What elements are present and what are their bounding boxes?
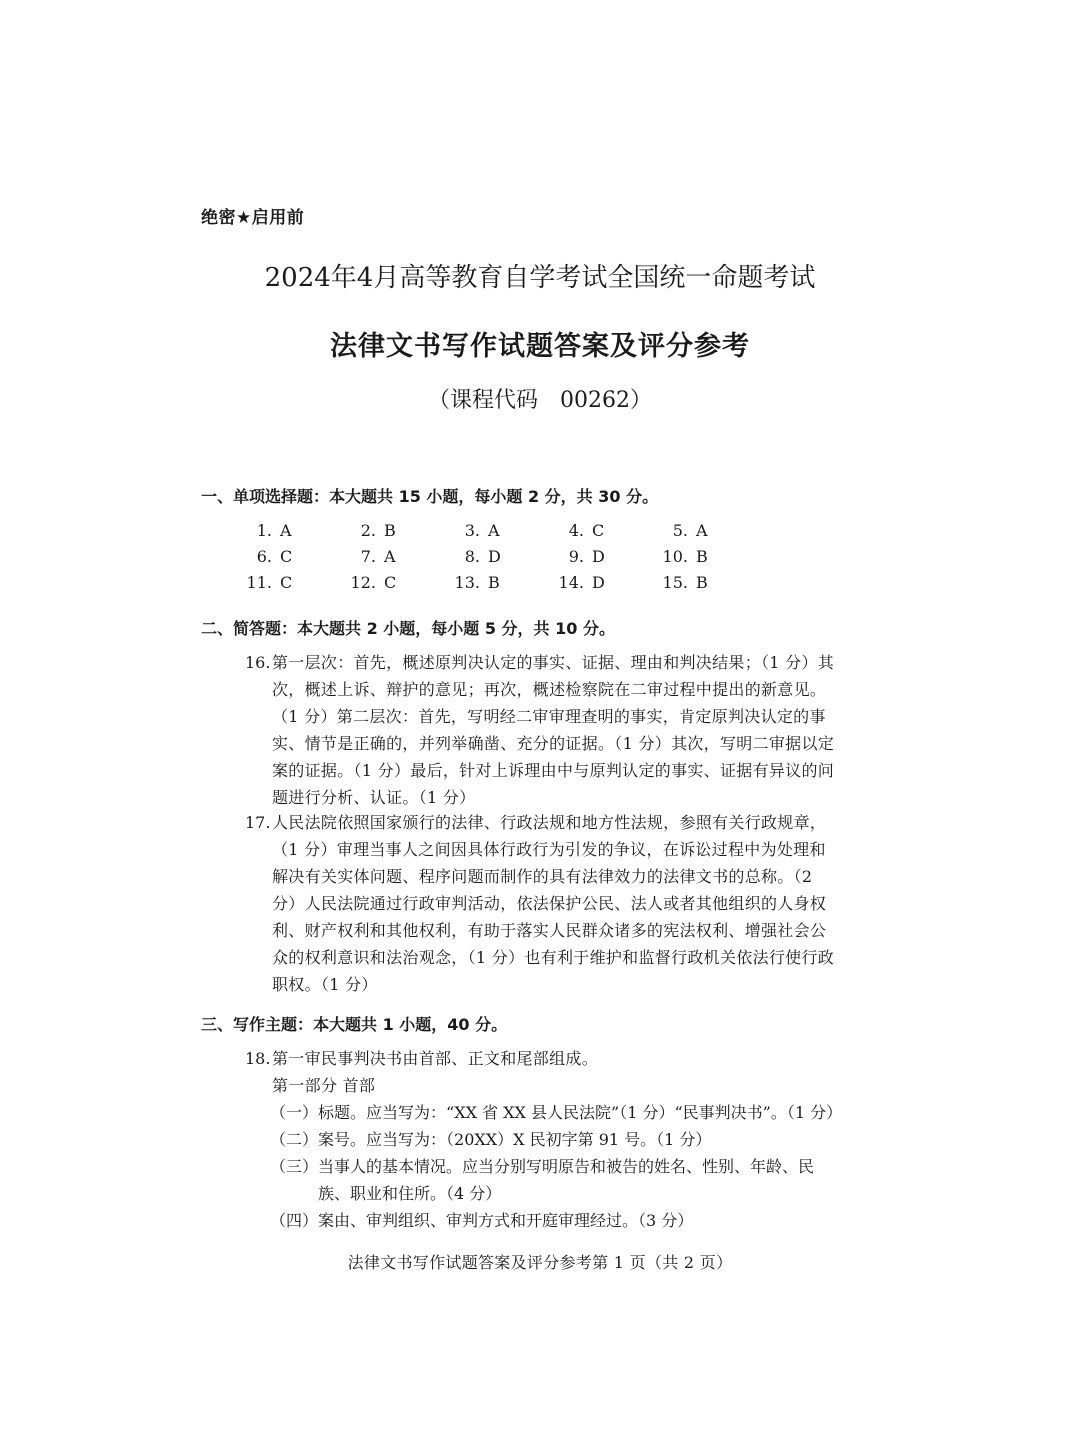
answer-cell [646,521,750,547]
question-number: 8. [464,547,480,566]
question-number: 4. [568,521,584,540]
item-text: 标题。应当写为：“XX 省 XX 县人民法院”（1 分）“民事判决书”。（1 分） [318,1103,843,1122]
part-heading: 第一部分 首部 [272,1076,376,1095]
answer-letter: B [696,547,708,566]
answer-letter: C [280,547,293,566]
section-3-heading: 三、写作主题：本大题共 1 小题，40 分。 [201,1015,508,1034]
text-line: 题进行分析、认证。（1 分） [272,788,476,807]
question-number: 2. [360,521,376,540]
item-label: （一） [270,1103,319,1122]
answer-cell [438,521,542,547]
answer-cell [646,573,750,599]
answer-text [245,809,885,998]
question-number: 15. [662,573,688,592]
answer-letter: A [696,521,708,540]
text-line: 案的证据。（1 分）最后，针对上诉理由中与原判认定的事实、证据有异议的问 [272,761,835,780]
answer-letter: B [384,521,396,540]
answer-grid [230,521,750,599]
answer-cell [438,547,542,573]
intro-text: 第一审民事判决书由首部、正文和尾部组成。 [272,1049,599,1068]
question-18-answer [245,1045,885,1099]
confidential-mark: 绝密★启用前 [201,208,305,228]
page-footer: 法律文书写作试题答案及评分参考第 1 页（共 2 页） [347,1253,733,1272]
answer-cell [334,573,438,599]
exam-title: 2024年4月高等教育自学考试全国统一命题考试 [264,263,816,293]
answer-text [245,649,885,811]
answer-letter: D [592,547,605,566]
question-number: 13. [454,573,480,592]
question-number: 14. [558,573,584,592]
question-number: 18. [245,1049,271,1068]
question-number: 7. [360,547,376,566]
answer-cell [542,547,646,573]
answer-row [230,573,750,599]
answer-row [230,547,750,573]
answer-letter: B [696,573,708,592]
answer-cell [542,521,646,547]
text-line: 实、情节是正确的，并列举确凿、充分的证据。（1 分）其次，写明二审据以定 [272,734,835,753]
answer-cell [334,547,438,573]
answer-cell [230,547,334,573]
question-number: 10. [662,547,688,566]
answer-letter: A [384,547,396,566]
answer-cell [230,521,334,547]
section-2-heading: 二、简答题：本大题共 2 小题，每小题 5 分，共 10 分。 [201,619,615,638]
question-number: 11. [246,573,272,592]
text-line: （1 分）第二层次：首先，写明经二审审理查明的事实，肯定原判决认定的事 [272,707,826,726]
item-1 [270,1099,842,1126]
text-line: 利、财产权利和其他权利，有助于落实人民群众诸多的宪法权利、增强社会公 [272,921,827,940]
question-17-answer [245,809,885,998]
question-16-answer [245,649,885,811]
answer-letter: B [488,573,500,592]
text-line: 第一层次：首先，概述原判决认定的事实、证据、理由和判决结果；（1 分）其 [272,653,835,672]
answer-cell [334,521,438,547]
answer-letter: A [488,521,500,540]
answer-letter: D [488,547,501,566]
item-text: 案号。应当写为：（20XX）X 民初字第 91 号。（1 分） [318,1130,712,1149]
answer-row [230,521,750,547]
question-number: 12. [350,573,376,592]
question-number: 9. [568,547,584,566]
text-line: 解决有关实体问题、程序问题而制作的具有法律效力的法律文书的总称。（2 [272,867,813,886]
question-number: 5. [672,521,688,540]
item-2 [270,1126,711,1153]
answer-letter: D [592,573,605,592]
item-text: 当事人的基本情况。应当分别写明原告和被告的姓名、性别、年龄、民 [318,1157,815,1176]
text-line: 人民法院依照国家颁行的法律、行政法规和地方性法规，参照有关行政规章， [272,813,827,832]
item-label: （四） [270,1211,319,1230]
text-line: （1 分）审理当事人之间因具体行政行为引发的争议，在诉讼过程中为处理和 [272,840,826,859]
section-1-heading: 一、单项选择题：本大题共 15 小题，每小题 2 分，共 30 分。 [201,487,659,506]
question-number: 6. [256,547,272,566]
answer-letter: A [280,521,292,540]
text-line: 众的权利意识和法治观念，（1 分）也有利于维护和监督行政机关依法行使行政 [272,948,835,967]
question-number: 3. [464,521,480,540]
question-number: 16. [245,653,271,672]
item-3 [270,1153,814,1180]
text-line: 次，概述上诉、辩护的意见；再次，概述检察院在二审过程中提出的新意见。 [272,680,827,699]
text-line: 分）人民法院通过行政审判活动，依法保护公民、法人或者其他组织的人身权 [272,894,827,913]
answer-letter: C [384,573,397,592]
item-text: 案由、审判组织、审判方式和开庭审理经过。（3 分） [318,1211,694,1230]
answer-cell [542,573,646,599]
answer-letter: C [280,573,293,592]
document-title: 法律文书写作试题答案及评分参考 [330,331,750,362]
answer-cell [438,573,542,599]
item-4 [270,1207,693,1234]
item-label: （三） [270,1157,319,1176]
answer-letter: C [592,521,605,540]
course-code: （课程代码 00262） [428,388,652,413]
question-number: 1. [256,521,272,540]
text-line: 职权。（1 分） [272,975,378,994]
question-number: 17. [245,813,271,832]
answer-cell [646,547,750,573]
item-3-continued: 族、职业和住所。（4 分） [318,1184,502,1203]
item-label: （二） [270,1130,319,1149]
answer-cell [230,573,334,599]
